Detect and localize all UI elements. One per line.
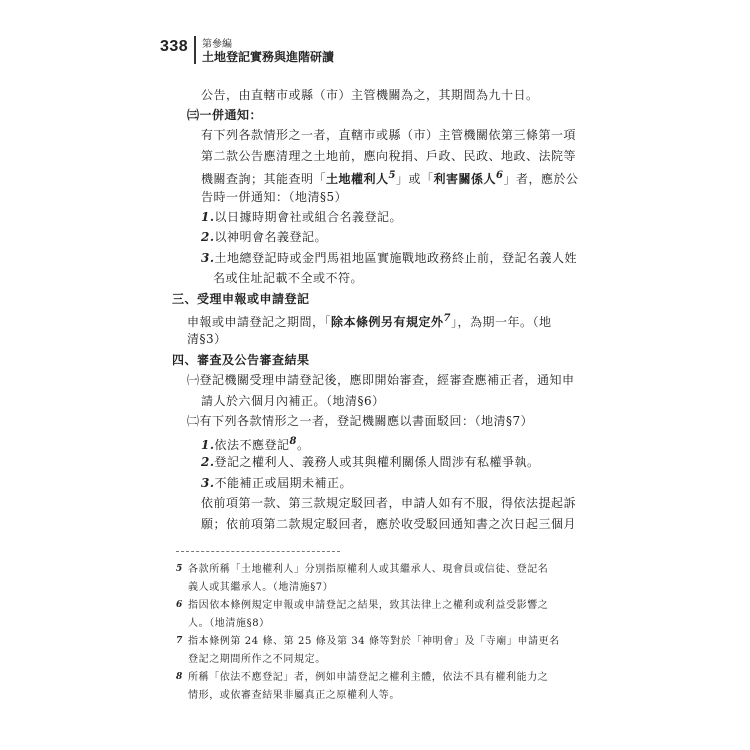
list-number: 1. <box>201 210 215 224</box>
list-number: 1. <box>201 438 215 452</box>
list-item: 3.土地總登記時或金門馬祖地區實施戰地政務終止前，登記名義人姓 <box>201 251 578 265</box>
footnote-line: 指因依本條例規定申報或申請登記之結果，致其法律上之權利或利益受影響之 <box>188 600 549 611</box>
book-title: 土地登記實務與進階研讀 <box>202 50 335 64</box>
list-number: 3. <box>201 251 215 265</box>
list-item: 3.不能補正或屆期未補正。 <box>201 476 353 490</box>
list-number: 3. <box>201 476 215 490</box>
text-line: ㈠登記機關受理申請登記後，應即開始審查，經審查應補正者，通知申 <box>187 373 575 387</box>
page-number: 338 <box>160 38 189 55</box>
list-item: 1.以日據時期會社或組合名義登記。 <box>201 210 403 224</box>
text-line: 願；依前項第二款規定駁回者，應於收受駁回通知書之次日起三個月 <box>201 517 577 531</box>
footnote-ref: 8 <box>289 436 298 447</box>
text-line: 機關查詢；其能查明「土地權利人$^5$」或「利害關係人$^6$」者，應於公 <box>201 170 579 186</box>
footnote-line: 登記之期間所作之不同規定。 <box>188 654 326 665</box>
part-label: 第參編 <box>202 39 232 50</box>
header-divider <box>194 36 196 64</box>
footnote-line: 指本條例第 24 條、第 25 條及第 34 條等對於「神明會」及「寺廟」申請更名 <box>188 636 560 647</box>
text-line: 名或住址記載不全或不符。 <box>213 271 364 285</box>
footnote-line: 各款所稱「土地權利人」分別指原權利人或其繼承人、現會員或信徒、登記名 <box>188 564 549 575</box>
footnote-line: 所稱「依法不應登記」者，例如申請登記之權利主體，依法不具有權利能力之 <box>188 672 549 683</box>
footnote-mark: 7 <box>176 636 183 646</box>
footnote-ref: 6 <box>496 170 504 181</box>
list-number: 2. <box>201 230 215 244</box>
emphasis-term: 土地權利人 <box>326 172 389 186</box>
footnote-mark: 5 <box>176 564 183 574</box>
text-line: 告時一併通知：（地清§5） <box>201 190 348 204</box>
list-number: 2. <box>201 455 215 469</box>
text-line: 請人於六個月內補正。（地清§6） <box>201 394 385 408</box>
footnote-line: 義人或其繼承人。（地清施§7） <box>188 582 334 593</box>
footnote-separator <box>176 551 340 552</box>
footnote-mark: 8 <box>176 672 183 682</box>
list-item: 1.依法不應登記$^8$。 <box>201 436 310 452</box>
list-item: 2.登記之權利人、義務人或其與權利關係人間涉有私權爭執。 <box>201 455 540 469</box>
section-heading: ㈢一併通知： <box>187 108 263 122</box>
footnote-line: 人。（地清施§8） <box>188 618 270 629</box>
list-item: 2.以神明會名義登記。 <box>201 230 328 244</box>
text-line: 申報或申請登記之期間，「除本條例另有規定外$^7$」，為期一年。（地 <box>187 313 552 329</box>
text-line: ㈡有下列各款情形之一者，登記機關應以書面駁回：（地清§7） <box>187 414 534 428</box>
footnote-ref: 5 <box>388 170 396 181</box>
text-line: 公告，由直轄市或縣（市）主管機關為之，其期間為九十日。 <box>201 88 539 102</box>
text-line: 依前項第一款、第三款規定駁回者，申請人如有不服，得依法提起訴 <box>201 496 577 510</box>
section-heading: 四、審查及公告審查結果 <box>172 353 310 367</box>
text-line: 有下列各款情形之一者，直轄市或縣（市）主管機關依第三條第一項 <box>201 128 577 142</box>
section-heading: 三、受理申報或申請登記 <box>172 292 310 306</box>
text-line: 清§3） <box>187 332 227 346</box>
emphasis-term: 除本條例另有規定外 <box>331 315 444 329</box>
footnote-line: 情形，或依審查結果非屬真正之原權利人等。 <box>188 690 400 701</box>
footnote-mark: 6 <box>176 600 183 610</box>
emphasis-term: 利害關係人 <box>433 172 497 186</box>
text-line: 第二款公告應清理之土地前，應向稅捐、戶政、民政、地政、法院等 <box>201 149 577 163</box>
footnote-ref: 7 <box>443 313 451 324</box>
